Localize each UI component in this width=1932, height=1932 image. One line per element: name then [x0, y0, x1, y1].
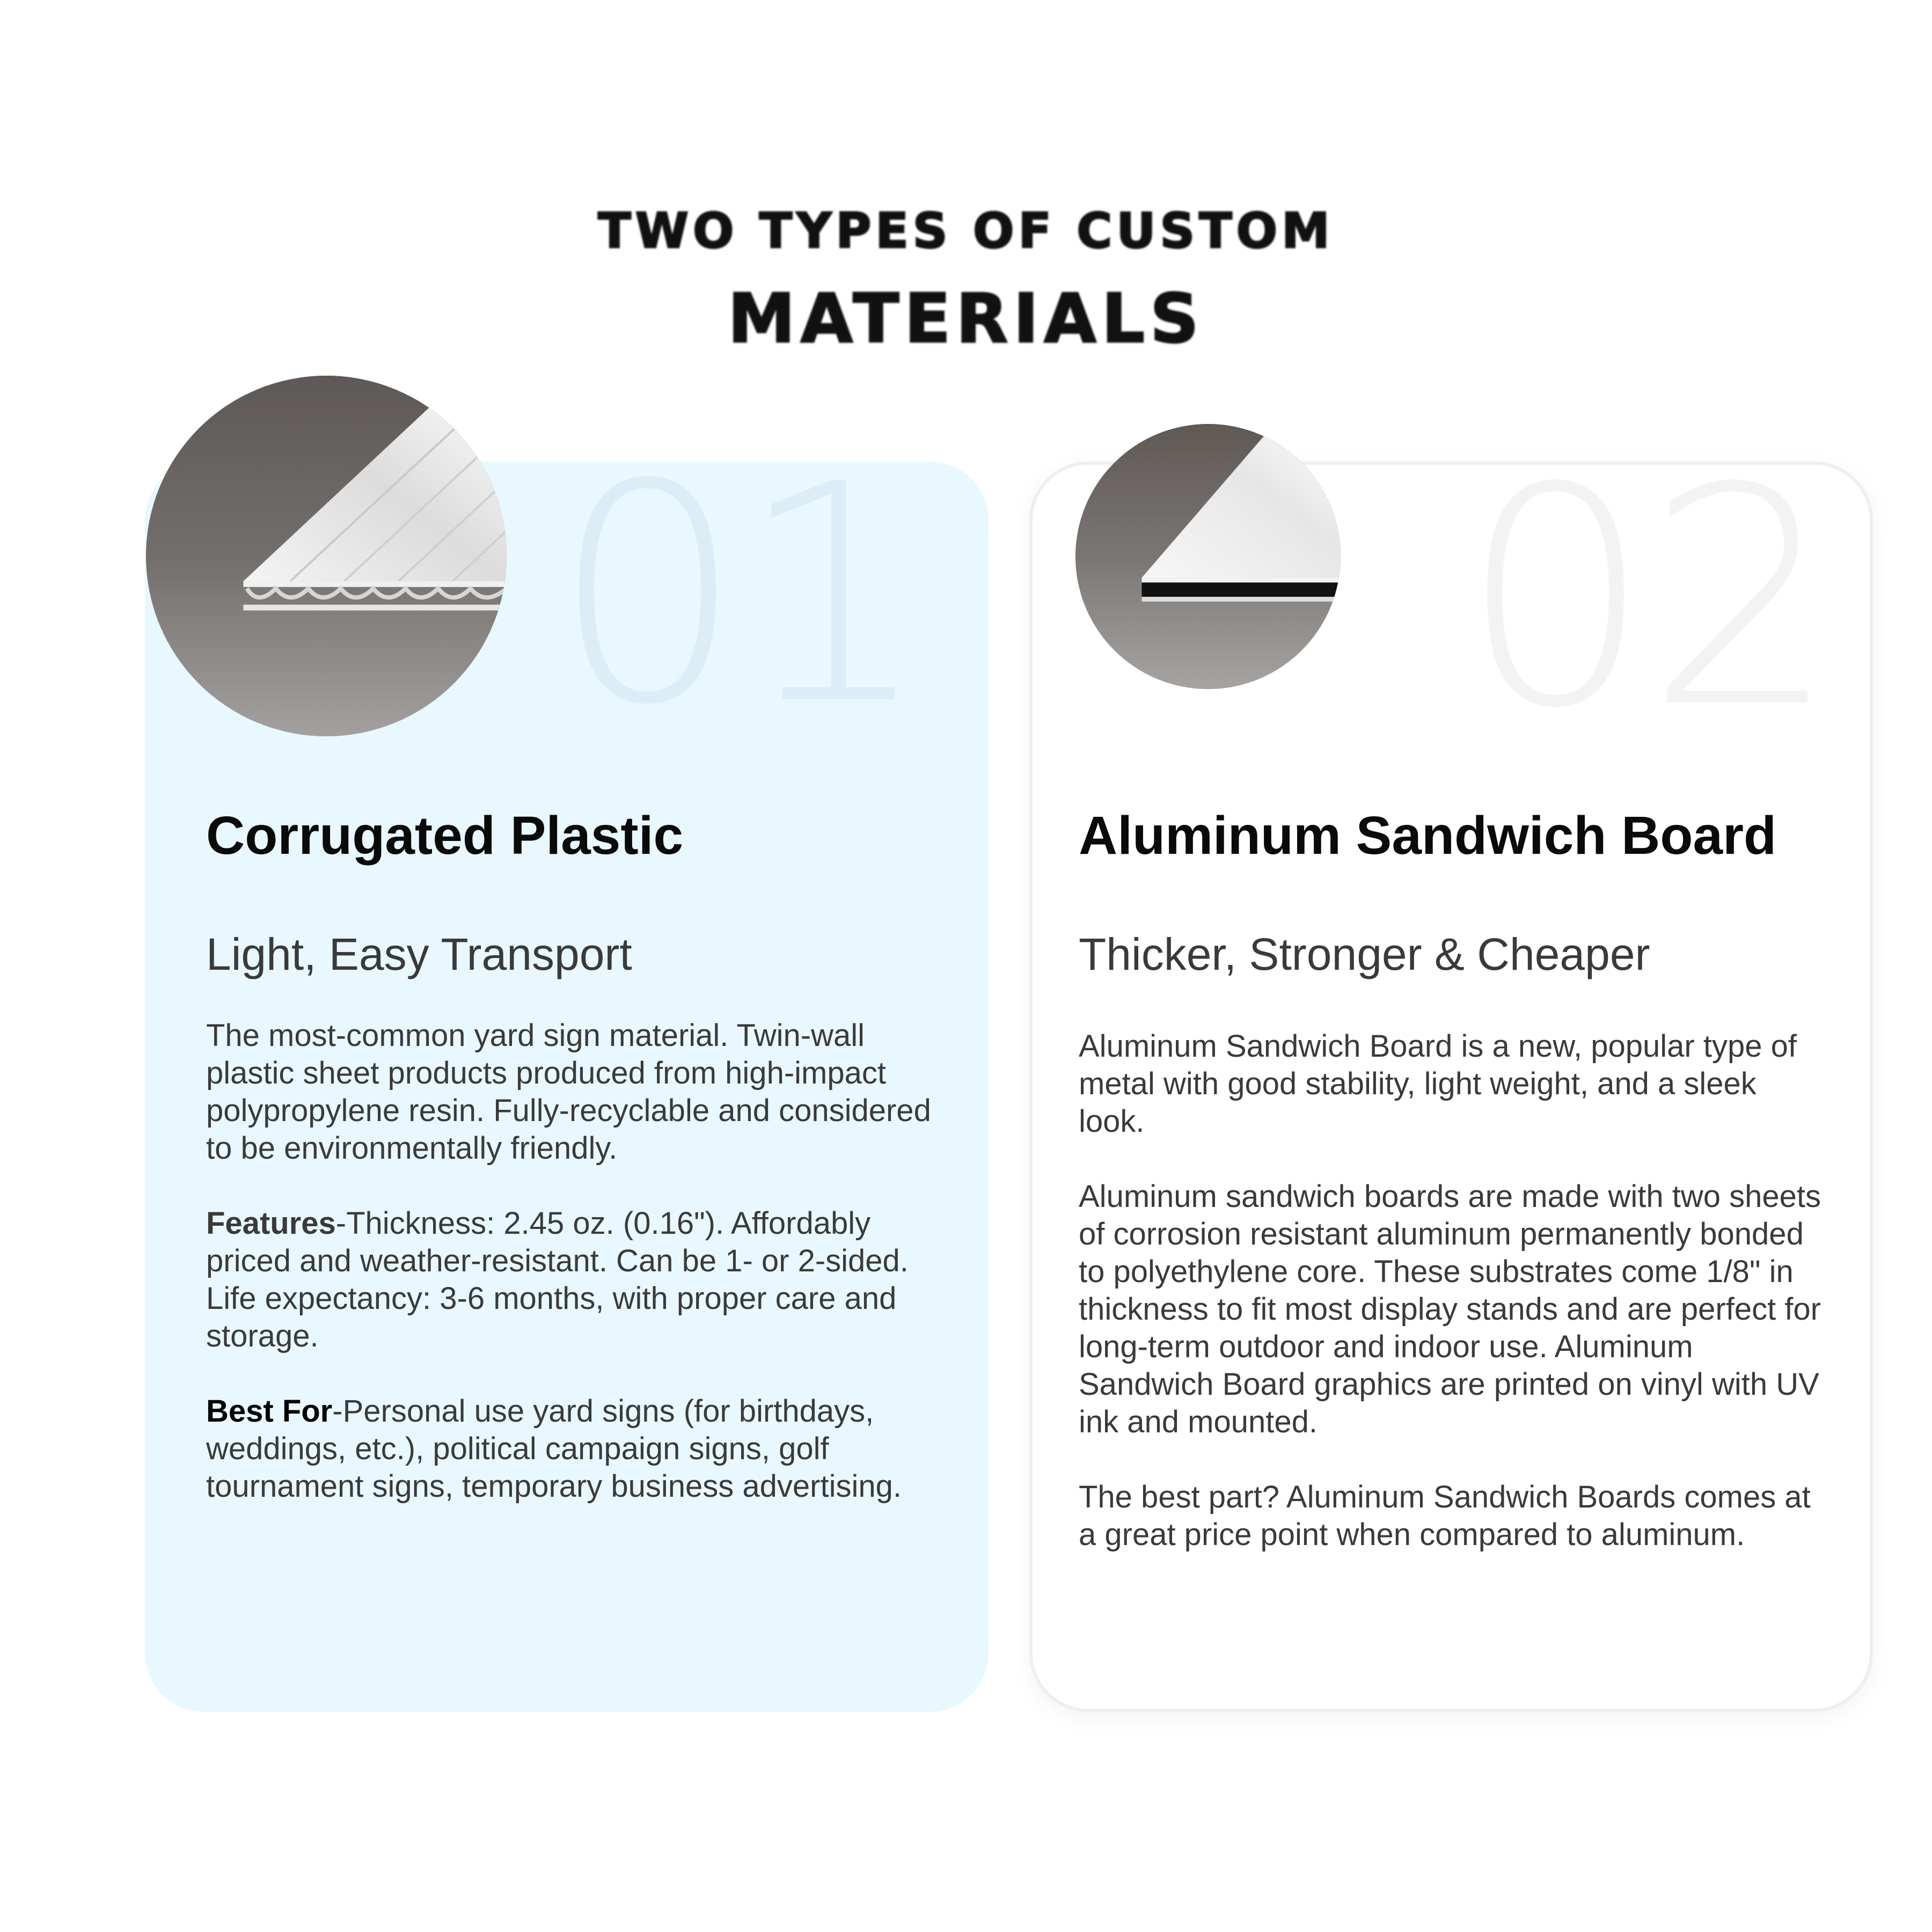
- card-number: 01: [552, 462, 924, 771]
- corrugated-plastic-sheet-photo: [146, 376, 507, 736]
- card-subtitle: Thicker, Stronger & Cheaper: [1079, 929, 1650, 979]
- card-paragraph: Aluminum Sandwich Board is a new, popular type of metal with good stability, light weight, and a sleek look.: [1079, 1029, 1797, 1139]
- card-title: Corrugated Plastic: [206, 806, 684, 866]
- features-text: -Thickness: 2.45 oz. (0.16"). Affordably priced and weather-resistant. Can be 1- or 2-sided. Life expectancy: 3-6 months, with proper care and storage.: [206, 1206, 909, 1353]
- card-paragraph: Aluminum sandwich boards are made with two sheets of corrosion resistant aluminum permanently bonded to polyethylene core. These substrates come 1/8" in thickness to fit most display stands and are perfect for long-term outdoor and indoor use. Aluminum Sandwich Board graphics are printed on vinyl with UV ink and mounted.: [1079, 1179, 1821, 1439]
- heading-line-1: TWO TYPES OF CUSTOM: [598, 203, 1334, 259]
- card-description: The most-common yard sign material. Twin-wall plastic sheet products produced from high-impact polypropylene resin. Fully-recyclable and considered to be environmentally friendly.: [206, 1018, 931, 1166]
- features-label: Features: [206, 1206, 336, 1241]
- card-subtitle: Light, Easy Transport: [206, 929, 632, 979]
- card-title: Aluminum Sandwich Board: [1079, 806, 1777, 866]
- card-features: [206, 1205, 957, 1355]
- card-number: 02: [1460, 462, 1832, 774]
- card-best-for: [206, 1393, 957, 1505]
- card-body: [206, 1017, 957, 1543]
- aluminum-sandwich-board-photo: [1075, 424, 1341, 689]
- heading-line-2: MATERIALS: [728, 279, 1204, 358]
- best-for-label: Best For: [206, 1394, 333, 1429]
- card-paragraph: The best part? Aluminum Sandwich Boards comes at a great price point when compared to aluminum.: [1079, 1480, 1811, 1552]
- card-body: [1079, 1028, 1830, 1591]
- best-for-text: -Personal use yard signs (for birthdays, weddings, etc.), political campaign signs, golf tournament signs, temporary business advertising.: [206, 1394, 902, 1504]
